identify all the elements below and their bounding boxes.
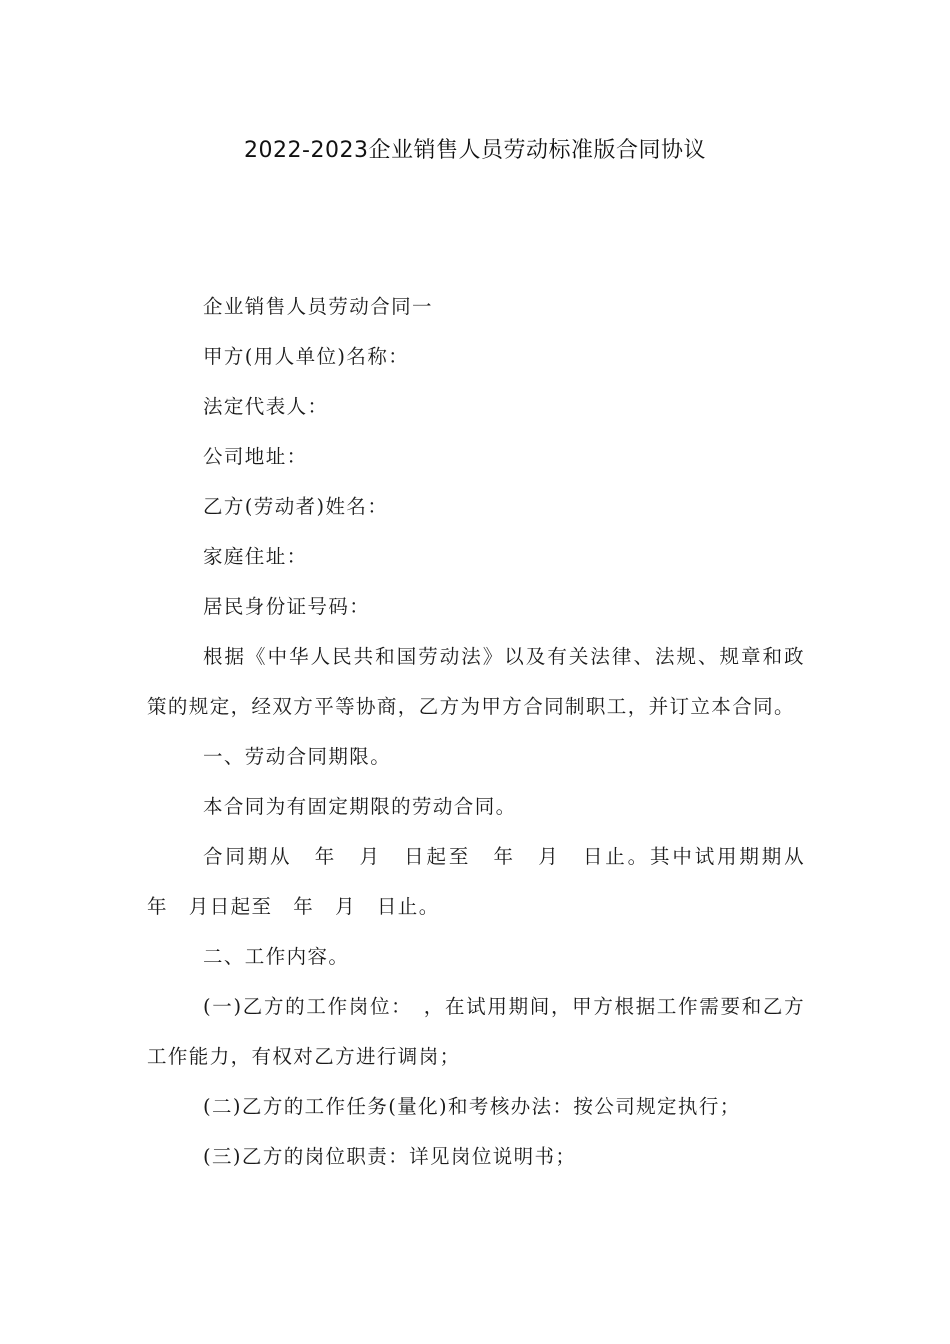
section-1-heading: 一、劳动合同期限。 [203,745,392,768]
document-body [147,282,826,1182]
preamble-paragraph: 根据《中华人民共和国劳动法》以及有关法律、法规、规章和政策的规定，经双方平等协商，乙方为甲方合同制职工，并订立本合同。 [147,645,805,718]
clause-2-3: (三)乙方的岗位职责：详见岗位说明书； [203,1145,577,1168]
document-title: 2022-2023企业销售人员劳动标准版合同协议 [244,138,706,163]
legal-representative-field: 法定代表人： [203,395,329,418]
contract-heading: 企业销售人员劳动合同一 [203,295,433,318]
section-2-heading: 二、工作内容。 [203,945,350,968]
party-b-name-field: 乙方(劳动者)姓名： [203,495,389,518]
contract-term-paragraph: 合同期从 年 月 日起至 年 月 日止。其中试用期期从 年 月日起至 年 月 日止。 [147,845,826,918]
party-a-name-field: 甲方(用人单位)名称： [203,345,410,368]
company-address-field: 公司地址： [203,445,308,468]
home-address-field: 家庭住址： [203,545,308,568]
contract-type-paragraph: 本合同为有固定期限的劳动合同。 [203,795,517,818]
id-number-field: 居民身份证号码： [203,595,371,618]
clause-2-2: (二)乙方的工作任务(量化)和考核办法：按公司规定执行； [203,1095,741,1118]
clause-2-1: (一)乙方的工作岗位： ，在试用期间，甲方根据工作需要和乙方工作能力，有权对乙方进行调岗； [147,995,805,1068]
